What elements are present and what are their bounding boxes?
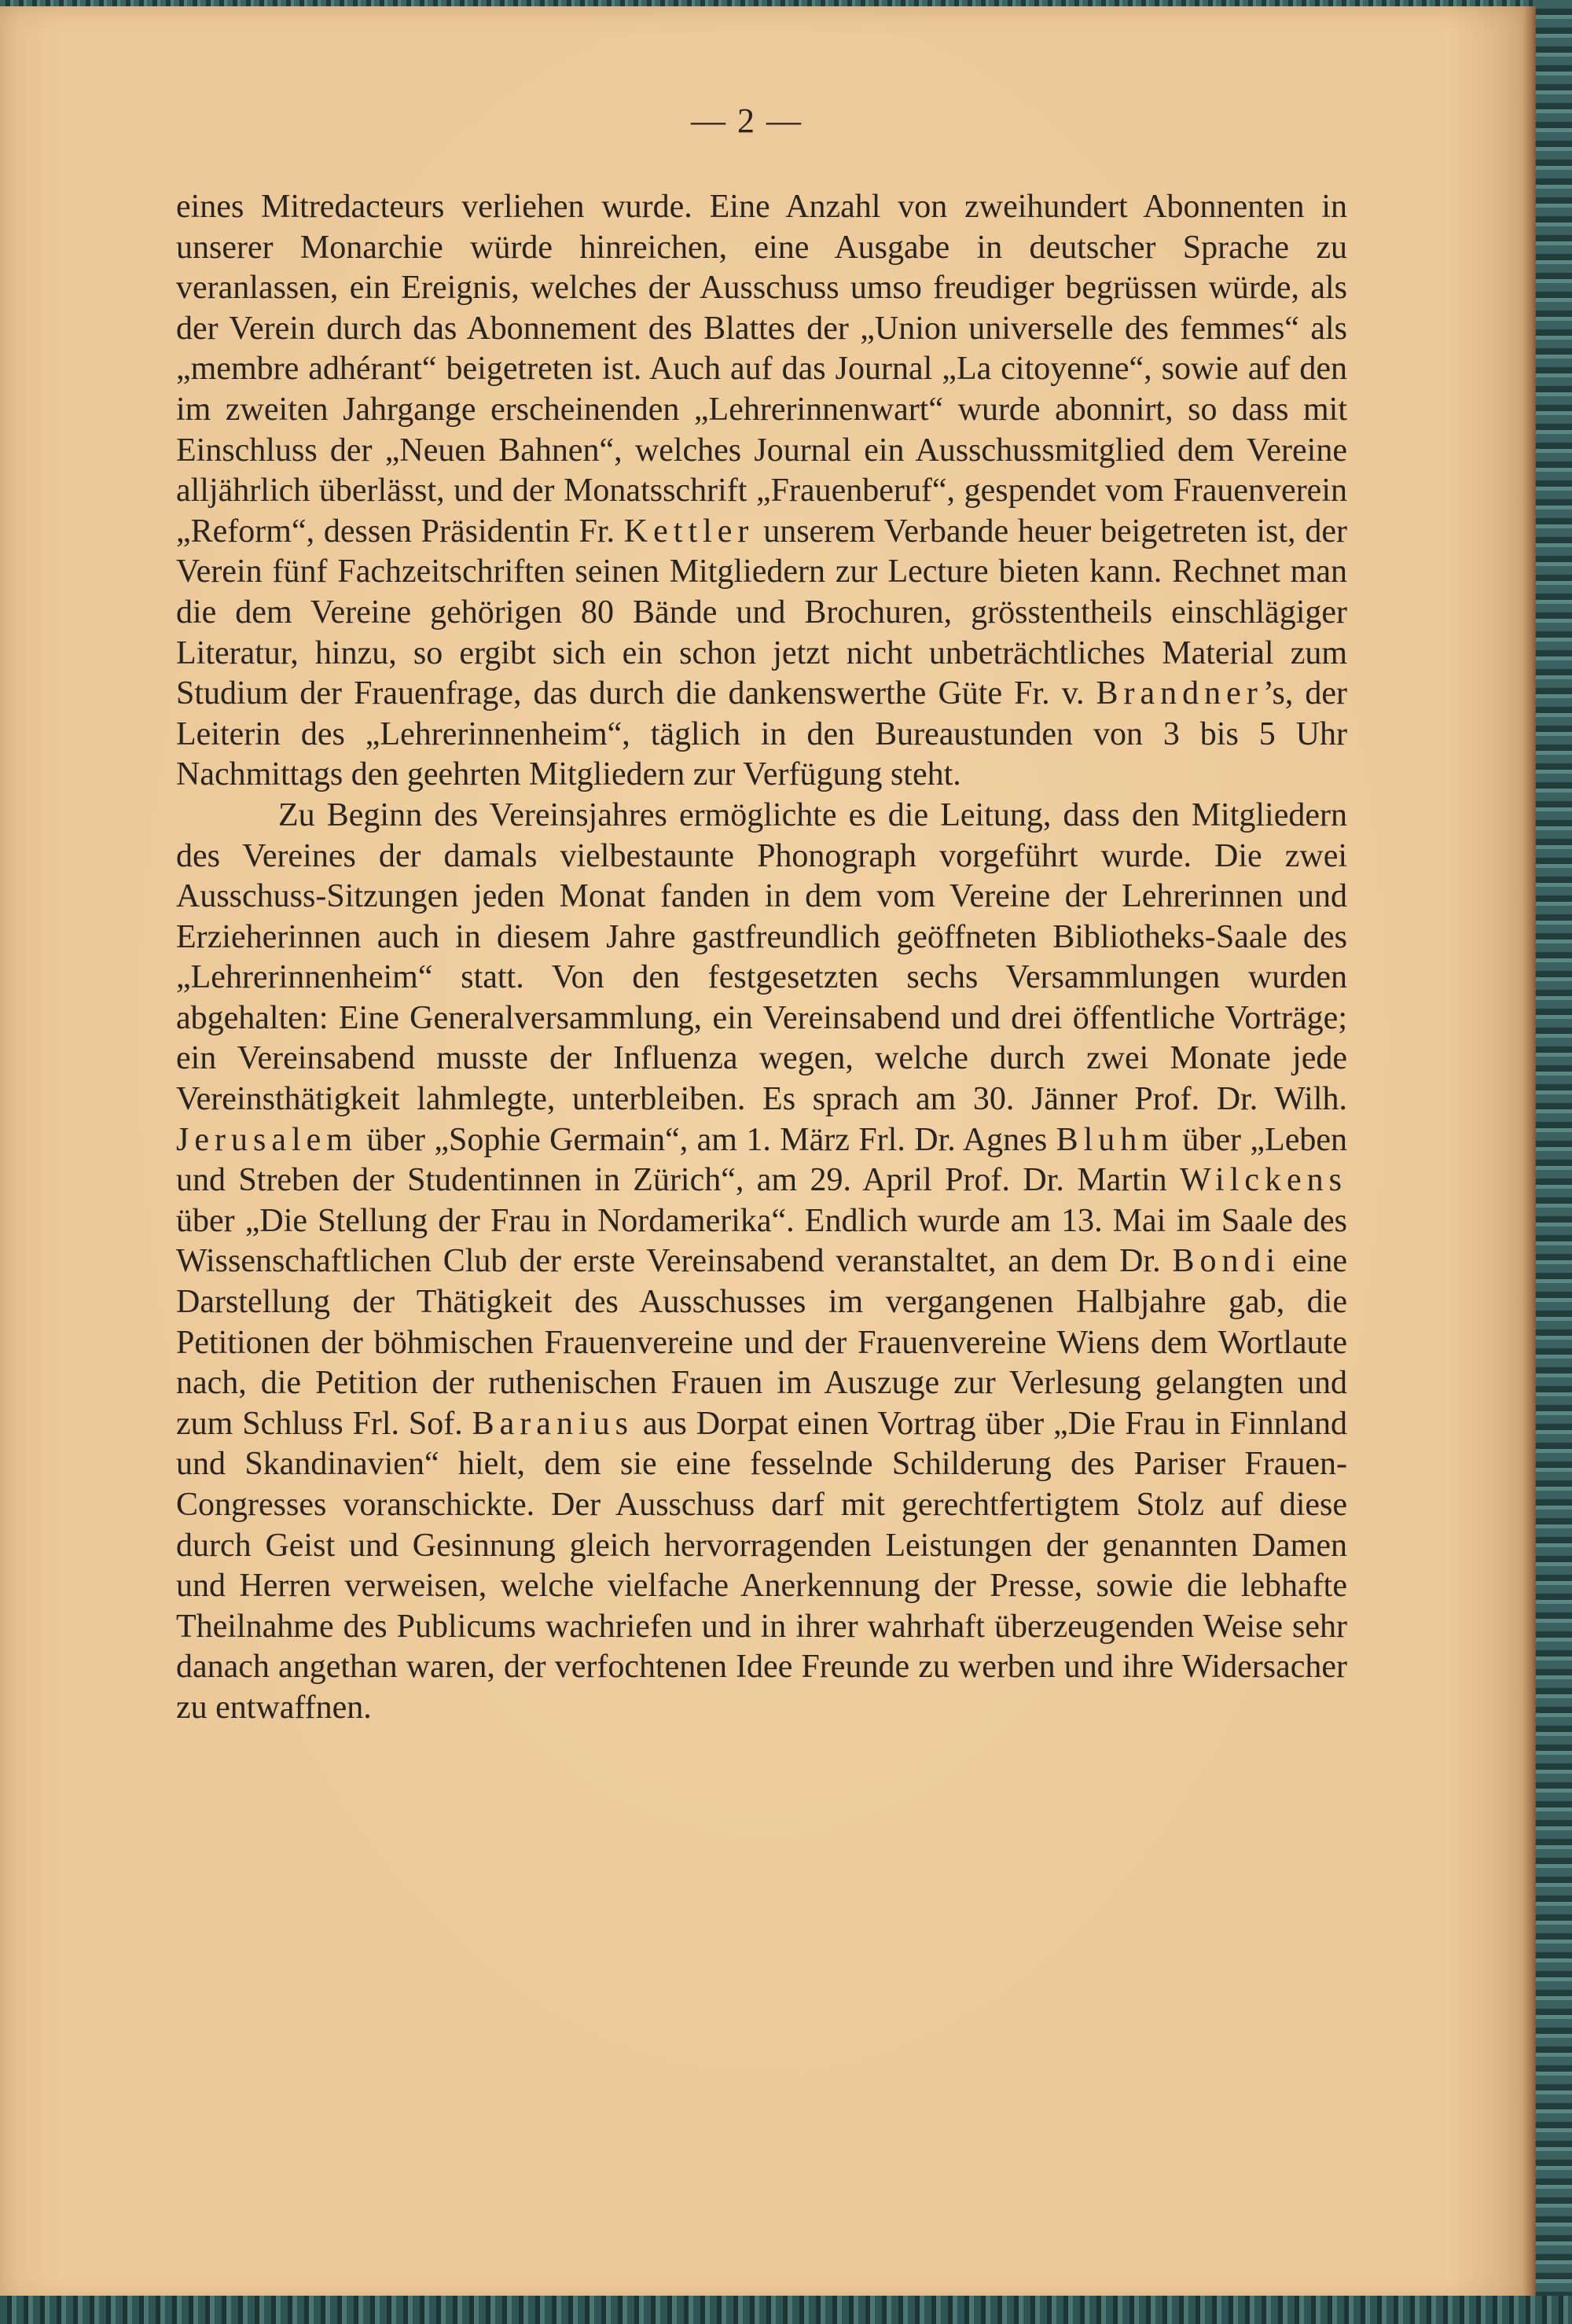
text-run: eines Mitredacteurs verliehen wurde. Eine Anzahl von zweihundert Abonnenten in unserer Monarchie würde hinreichen, eine Ausgabe in deutscher Sprache zu veranlassen, ein Ereignis, welches der Ausschuss umso freudiger begrüssen würde, als der Verein durch das Abonnement des Blattes der „Union universelle des femmes“ als „membre adhérant“ beigetreten ist. Auch auf das Journal „La citoyenne“, sowie auf den im zweiten Jahrgange erscheinenden „Lehrerinnenwart“ wurde abonnirt, so dass mit Einschluss der „Neuen Bahnen“, welches Journal ein Ausschussmitglied dem Vereine alljährlich überlässt, und der Monatsschrift „Frauenberuf“, gespendet vom Frauenverein „Reform“, dessen Präsidentin Fr. xyxy=(176,189,1347,550)
book-cover-edge-bottom xyxy=(0,2296,1572,2324)
text-run: Zu Beginn des Vereinsjahres ermöglichte es die Leitung, dass den Mitgliedern des Vereines der damals vielbestaunte Phonograph vorgeführt wurde. Die zwei Ausschuss-Sitzungen jeden Monat fanden in dem vom Vereine der Lehrerinnen und Erzieherinnen auch in diesem Jahre gastfreundlich geöffneten Bibliotheks-Saale des „Lehrerinnenheim“ statt. Von den festgesetzten sechs Versammlungen wurden abgehalten: Eine Generalversammlung, ein Vereinsabend und drei öffentliche Vorträge; ein Vereinsabend musste der Influenza wegen, welche durch zwei Monate jede Vereinsthätigkeit lahmlegte, unterbleiben. Es sprach am 30. Jänner Prof. Dr. Wilh. xyxy=(176,796,1347,1118)
spaced-name: Bluhm xyxy=(1056,1121,1173,1158)
text-run: über „Sophie Germain“, am 1. März Frl. Dr. Agnes xyxy=(357,1121,1056,1158)
text-run: aus Dorpat einen Vortrag über „Die Frau in Finnland und Skandinavien“ hielt, dem sie eine fesselnde Schilderung des Pariser Frauen-Congresses voranschickte. Der Ausschuss darf mit gerechtfertigtem Stolz auf diese durch Geist und Gesinnung gleich hervorragenden Leistungen der genannten Damen und Herren verweisen, welche vielfache Anerkennung der Presse, sowie die lebhafte Theilnahme des Publicums wachriefen und in ihrer wahrhaft überzeugenden Weise sehr danach angethan waren, der verfochtenen Idee Freunde zu werben und ihre Widersacher zu entwaffnen. xyxy=(176,1405,1347,1726)
page-number: — 2 — xyxy=(691,101,803,140)
spaced-name: Jerusalem xyxy=(176,1121,358,1158)
spaced-name: Bondi xyxy=(1172,1243,1281,1280)
body-text xyxy=(176,187,1347,1729)
paragraph xyxy=(176,187,1347,796)
text-run: unserem Verbande heuer beigetreten ist, der Verein fünf Fachzeitschriften seinen Mitgliedern zur Lecture bieten kann. Rechnet man die dem Vereine gehörigen 80 Bände und Brochuren, grösstentheils einschlägiger Literatur, hinzu, so ergibt sich ein schon jetzt nicht unbeträchtliches Material zum Studium der Frauenfrage, das durch die dankenswerthe Güte Fr. v. xyxy=(176,513,1347,712)
text-run: ’s, der Leiterin des „Lehrerinnenheim“, täglich in den Bureaustunden von 3 bis 5 Uhr Nachmittags den geehrten Mitgliedern zur Verfügung steht. xyxy=(176,675,1347,793)
spaced-name: Wilckens xyxy=(1180,1162,1347,1199)
text-run: über „Die Stellung der Frau in Nordamerika“. Endlich wurde am 13. Mai im Saale des Wissenschaftlichen Club der erste Vereinsabend veranstaltet, an dem Dr. xyxy=(176,1202,1347,1280)
book-cover-edge-right xyxy=(1533,0,1572,2324)
spaced-name: Kettler xyxy=(623,513,755,550)
text-run: eine Darstellung der Thätigkeit des Ausschusses im vergangenen Halbjahre gab, die Petitionen der böhmischen Frauenvereine und der Frauenvereine Wiens dem Wortlaute nach, die Petition der ruthenischen Frauen im Auszuge zur Verlesung gelangten und zum Schluss Frl. Sof. xyxy=(176,1243,1347,1442)
spaced-name: Brandner xyxy=(1096,675,1263,712)
spaced-name: Baranius xyxy=(472,1405,634,1442)
page-fore-edge xyxy=(1523,6,1536,2302)
text-run: über „Leben und Streben der Studentinnen in Zürich“, am 29. April Prof. Dr. Martin xyxy=(176,1121,1347,1199)
paragraph xyxy=(176,796,1347,1729)
